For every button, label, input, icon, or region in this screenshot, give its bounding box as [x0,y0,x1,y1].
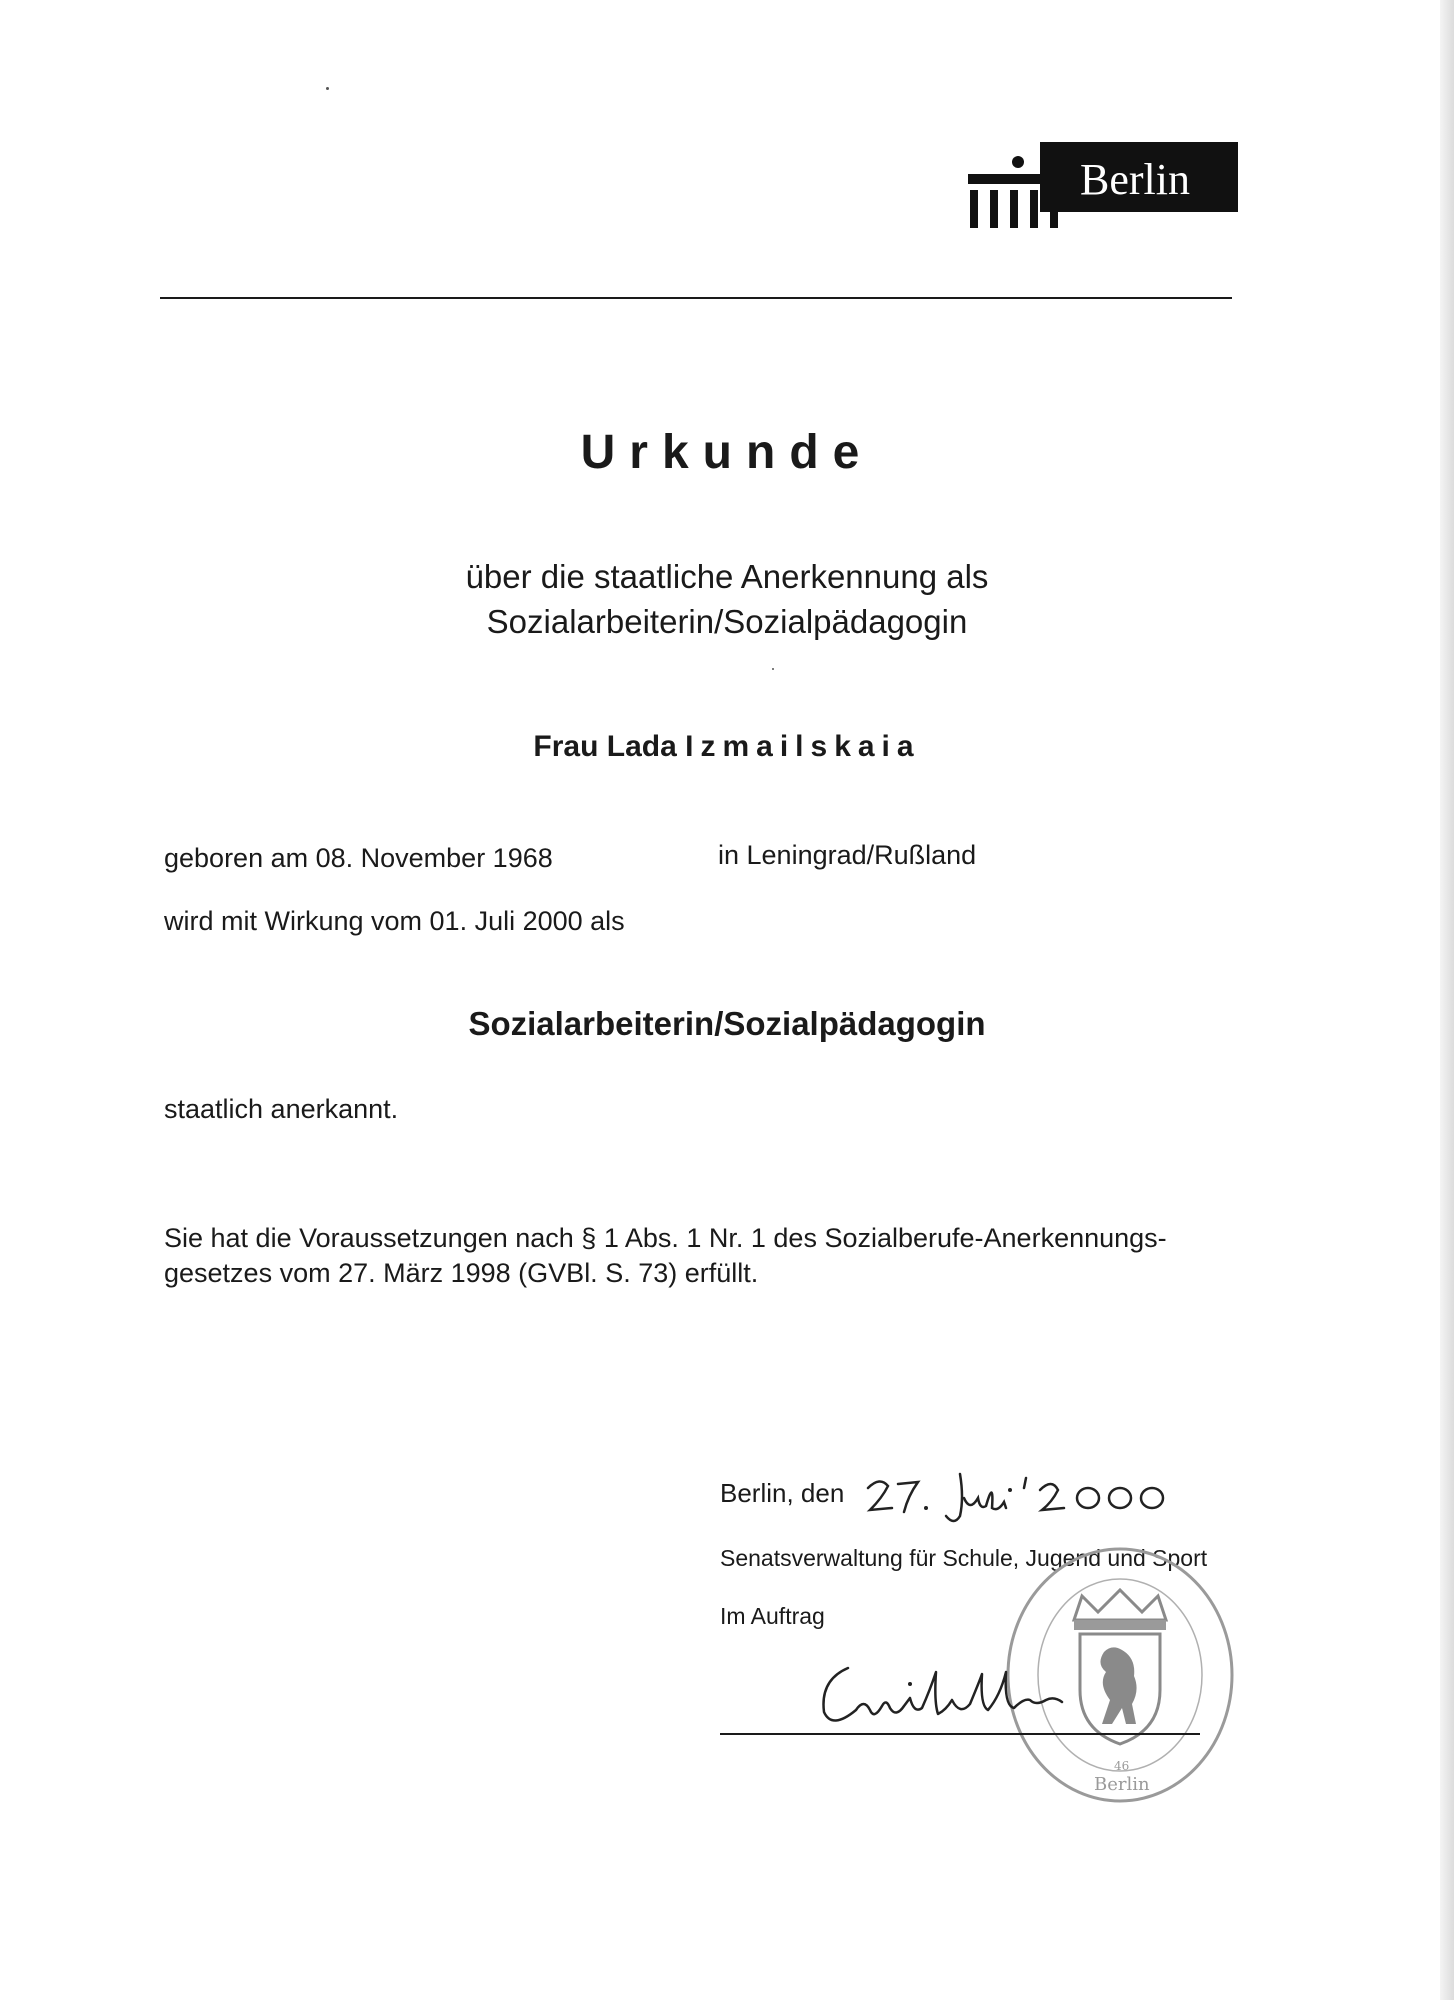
stamp-number: 46 [1114,1759,1130,1773]
place-date-label: Berlin, den [720,1478,845,1508]
profession-title: Sozialarbeiterin/Sozialpädagogin [468,1005,986,1042]
logo-wordmark: Berlin [1080,155,1190,204]
handwritten-date-drawing [860,1468,1200,1528]
signature-rule [720,1733,1200,1735]
document-subtitle-line1: über die staatliche Anerkennung als [465,558,989,595]
stamp-city: Berlin [1094,1774,1150,1795]
birth-place: in Leningrad/Rußland [718,840,977,870]
scan-speck [772,668,774,670]
recognition-statement: staatlich anerkannt. [164,1094,399,1124]
birth-date: geboren am 08. November 1968 [164,843,553,873]
header-rule [160,297,1232,299]
scan-speck [326,87,329,90]
document-subtitle-line2: Sozialarbeiterin/Sozialpädagogin [486,603,968,640]
requirements-line1: Sie hat die Voraussetzungen nach § 1 Abs. 1 Nr. 1 des Sozialberufe-Anerkennungs- [164,1223,1167,1253]
handwritten-signature [810,1650,1090,1740]
document-title: Urkunde [580,426,874,479]
issuing-authority: Senatsverwaltung für Schule, Jugend und Sport [720,1545,1208,1571]
berlin-logo [968,140,1238,232]
recipient-surname: Izmailskaia [685,730,921,763]
signature-drawing [810,1650,1090,1740]
requirements-line2: gesetzes vom 27. März 1998 (GVBl. S. 73) erfüllt. [164,1258,759,1288]
scan-edge-shadow [1440,0,1454,2000]
on-behalf-label: Im Auftrag [720,1603,825,1629]
recipient-name [0,730,1454,764]
recipient-salutation: Frau Lada [533,730,677,763]
effective-date: wird mit Wirkung vom 01. Juli 2000 als [164,906,625,936]
handwritten-date [860,1468,1200,1528]
